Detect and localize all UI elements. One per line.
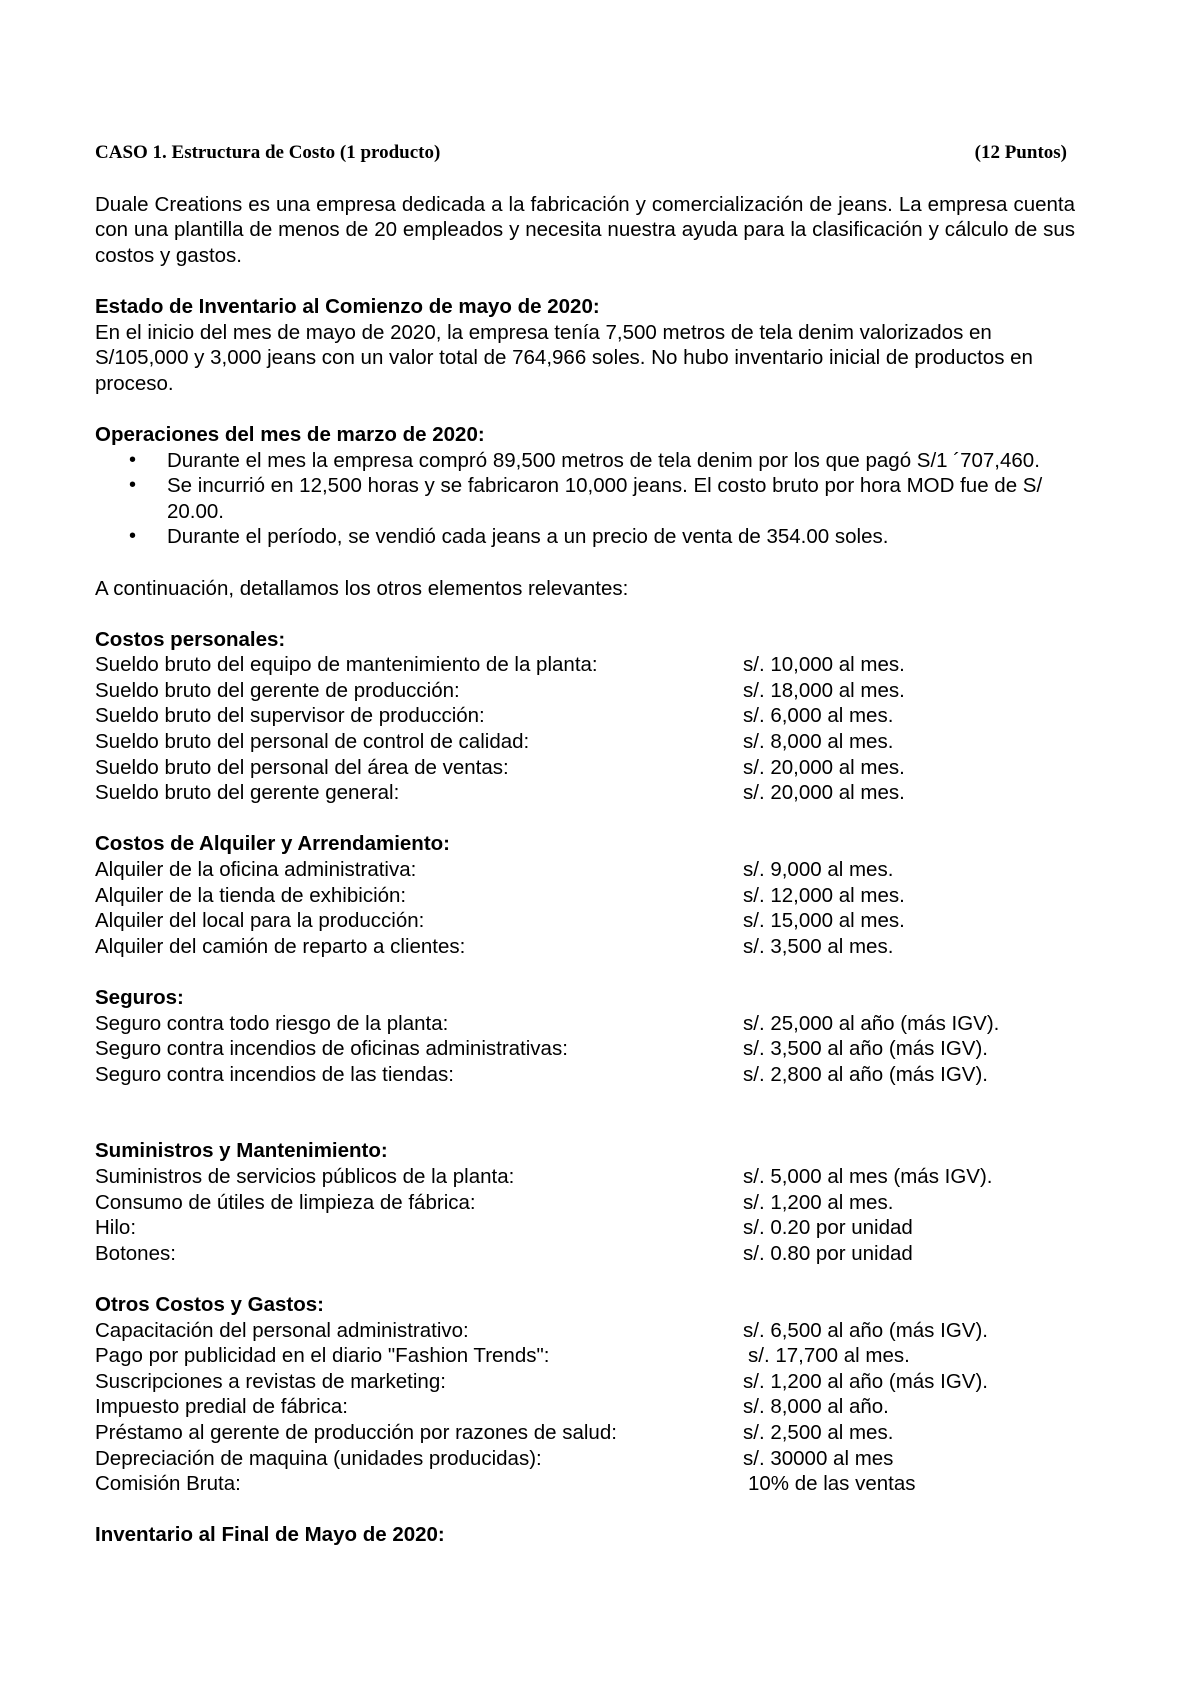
item-value: s/. 6,500 al año (más IGV).	[743, 1318, 988, 1342]
list-item	[95, 729, 1075, 755]
list-item: • Durante el mes la empresa compró 89,500 metros de tela denim por los que pagó S/1 ´707,460.	[95, 448, 1075, 474]
list-item	[95, 1215, 1075, 1241]
item-value: s/. 1,200 al año (más IGV).	[743, 1369, 988, 1393]
item-value: s/. 2,500 al mes.	[743, 1420, 894, 1444]
item-value: s/. 0.80 por unidad	[743, 1241, 913, 1265]
list-item	[95, 1190, 1075, 1216]
item-value: s/. 2,800 al año (más IGV).	[743, 1062, 988, 1086]
operaciones-list	[95, 448, 1075, 550]
item-label: Alquiler de la tienda de exhibición:	[95, 883, 407, 907]
item-value: s/. 12,000 al mes.	[743, 883, 905, 907]
list-item	[95, 678, 1075, 704]
item-label: Consumo de útiles de limpieza de fábrica:	[95, 1190, 476, 1214]
item-value: s/. 1,200 al mes.	[743, 1190, 894, 1214]
item-label: Préstamo al gerente de producción por razones de salud:	[95, 1420, 617, 1444]
list-item	[95, 780, 1075, 806]
item-value: s/. 9,000 al mes.	[743, 858, 894, 882]
item-label: Sueldo bruto del supervisor de producción:	[95, 704, 485, 728]
list-item	[95, 934, 1075, 960]
list-item	[95, 652, 1075, 678]
item-value: s/. 8,000 al año.	[743, 1395, 889, 1419]
item-value: s/. 30000 al mes	[743, 1446, 894, 1470]
item-label: Sueldo bruto del gerente de producción:	[95, 678, 460, 702]
item-label: Alquiler de la oficina administrativa:	[95, 858, 417, 882]
list-item	[95, 883, 1075, 909]
list-item: • Se incurrió en 12,500 horas y se fabricaron 10,000 jeans. El costo bruto por hora MOD fue de S/ 20.00.	[95, 473, 1075, 524]
list-item	[95, 1394, 1075, 1420]
list-item	[95, 1036, 1075, 1062]
item-label: Sueldo bruto del personal de control de calidad:	[95, 730, 530, 754]
list-item	[95, 755, 1075, 781]
list-item	[95, 1471, 1075, 1497]
document-body	[95, 140, 1075, 1548]
list-item	[95, 1446, 1075, 1472]
item-label: Suministros de servicios públicos de la planta:	[95, 1164, 515, 1188]
item-value: s/. 3,500 al mes.	[743, 934, 894, 958]
item-label: Suscripciones a revistas de marketing:	[95, 1369, 446, 1393]
list-item: • Durante el período, se vendió cada jeans a un precio de venta de 354.00 soles.	[95, 524, 1075, 550]
item-value: s/. 25,000 al año (más IGV).	[743, 1011, 1000, 1035]
item-label: Seguro contra incendios de oficinas administrativas:	[95, 1037, 568, 1061]
list-item	[95, 1369, 1075, 1395]
list-item	[95, 1318, 1075, 1344]
list-item	[95, 1164, 1075, 1190]
item-value: s/. 10,000 al mes.	[743, 653, 905, 677]
item-value: s/. 20,000 al mes.	[743, 755, 905, 779]
item-label: Capacitación del personal administrativo:	[95, 1318, 469, 1342]
item-value: s/. 17,700 al mes.	[748, 1344, 910, 1368]
list-item	[95, 1420, 1075, 1446]
inventario-inicial-text: En el inicio del mes de mayo de 2020, la empresa tenía 7,500 metros de tela denim valorizados en S/105,000 y 3,000 jeans con un valor total de 764,966 soles. No hubo inventario inicial de productos en proceso.	[95, 320, 1033, 395]
item-label: Seguro contra todo riesgo de la planta:	[95, 1011, 449, 1035]
item-label: Alquiler del local para la producción:	[95, 909, 425, 933]
inventario-inicial-heading: Estado de Inventario al Comienzo de mayo de 2020:	[95, 294, 600, 318]
item-value: s/. 15,000 al mes.	[743, 909, 905, 933]
list-item	[95, 857, 1075, 883]
item-label: Sueldo bruto del equipo de mantenimiento de la planta:	[95, 653, 598, 677]
section-heading-otros: Otros Costos y Gastos:	[95, 1292, 324, 1316]
list-item	[95, 1343, 1075, 1369]
item-label: Alquiler del camión de reparto a clientes:	[95, 934, 466, 958]
item-label: Hilo:	[95, 1216, 137, 1240]
item-label: Comisión Bruta:	[95, 1472, 241, 1496]
case-header	[95, 140, 1075, 166]
continuacion-text: A continuación, detallamos los otros elementos relevantes:	[95, 576, 629, 600]
item-value: 10% de las ventas	[748, 1472, 916, 1496]
item-value: s/. 6,000 al mes.	[743, 704, 894, 728]
item-value: s/. 18,000 al mes.	[743, 678, 905, 702]
item-label: Impuesto predial de fábrica:	[95, 1395, 348, 1419]
item-value: s/. 5,000 al mes (más IGV).	[743, 1164, 993, 1188]
case-title: CASO 1. Estructura de Costo (1 producto)	[95, 142, 441, 163]
case-points: (12 Puntos)	[974, 142, 1067, 163]
item-label: Sueldo bruto del gerente general:	[95, 781, 400, 805]
list-item	[95, 703, 1075, 729]
list-item	[95, 908, 1075, 934]
section-heading-seguros: Seguros:	[95, 986, 184, 1009]
item-value: s/. 20,000 al mes.	[743, 781, 905, 805]
item-value: s/. 8,000 al mes.	[743, 730, 894, 754]
item-label: Sueldo bruto del personal del área de ventas:	[95, 755, 509, 779]
item-label: Seguro contra incendios de las tiendas:	[95, 1062, 454, 1086]
section-heading-suministros: Suministros y Mantenimiento:	[95, 1139, 388, 1163]
item-value: s/. 3,500 al año (más IGV).	[743, 1037, 988, 1061]
list-item	[95, 1062, 1075, 1088]
list-item	[95, 1011, 1075, 1037]
item-label: Pago por publicidad en el diario "Fashion Trends":	[95, 1344, 550, 1368]
item-label: Depreciación de maquina (unidades producidas):	[95, 1446, 542, 1470]
list-item	[95, 1241, 1075, 1267]
item-value: s/. 0.20 por unidad	[743, 1216, 913, 1240]
item-label: Botones:	[95, 1241, 176, 1265]
intro-paragraph: Duale Creations es una empresa dedicada a la fabricación y comercialización de jeans. La empresa cuenta con una plantilla de menos de 20 empleados y necesita nuestra ayuda para la clasificación y cálculo de sus costos y gastos.	[95, 192, 1075, 267]
inventario-final-heading: Inventario al Final de Mayo de 2020:	[95, 1523, 445, 1547]
operaciones-heading: Operaciones del mes de marzo de 2020:	[95, 422, 485, 446]
section-heading-alquiler: Costos de Alquiler y Arrendamiento:	[95, 832, 451, 856]
section-heading-costos-personales: Costos personales:	[95, 627, 286, 651]
